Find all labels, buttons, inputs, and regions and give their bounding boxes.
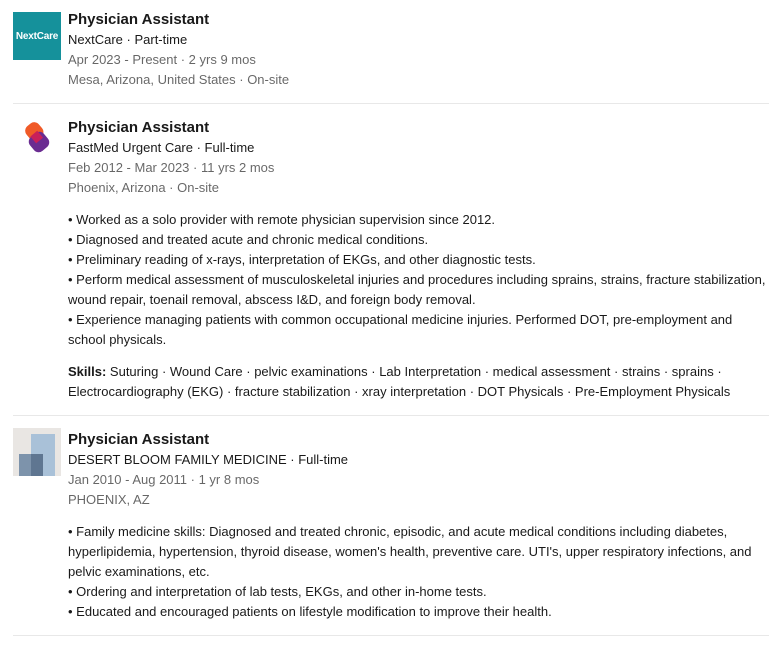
description-line: • Preliminary reading of x-rays, interpretation of EKGs, and other diagnostic tests. [68, 252, 536, 267]
experience-details [68, 430, 767, 622]
fastmed-logo-svg [13, 116, 61, 164]
job-dates: Apr 2023 - Present · 2 yrs 9 mos [68, 52, 256, 67]
job-dates: Jan 2010 - Aug 2011 · 1 yr 8 mos [68, 472, 260, 487]
description-line: • Perform medical assessment of musculoskeletal injuries and procedures including sprains, strains, fracture stabilization, wound repair, toenail removal, abscess I&D, and foreign body removal. [68, 272, 766, 307]
job-location: Mesa, Arizona, United States · On-site [68, 72, 290, 87]
building-placeholder-logo-icon[interactable] [13, 428, 61, 476]
skills-text: Suturing · Wound Care · pelvic examinations · Lab Interpretation · medical assessment · strains · sprains · Electrocardiography (EKG) · fracture stabilization · xray interpretation · DOT Physicals · Pre-Employment Physicals [68, 364, 731, 399]
description-line: • Worked as a solo provider with remote physician supervision since 2012. [68, 212, 496, 227]
description-line: • Educated and encouraged patients on lifestyle modification to improve their health. [68, 604, 552, 619]
description-line: • Diagnosed and treated acute and chronic medical conditions. [68, 232, 429, 247]
skills-label: Skills: [68, 364, 107, 379]
job-location: Phoenix, Arizona · On-site [68, 180, 220, 195]
experience-details [68, 118, 767, 402]
job-dates: Feb 2012 - Mar 2023 · 11 yrs 2 mos [68, 160, 275, 175]
company-name[interactable]: FastMed Urgent Care · Full-time [68, 140, 255, 155]
building-placeholder-svg [13, 428, 61, 476]
experience-details [68, 10, 767, 90]
description-line: • Experience managing patients with common occupational medicine injuries. Performed DOT, pre-employment and school physicals. [68, 312, 733, 347]
company-name[interactable]: NextCare · Part-time [68, 32, 188, 47]
job-description [68, 210, 767, 350]
fastmed-logo-icon[interactable] [13, 116, 61, 164]
job-title: Physician Assistant [68, 431, 210, 448]
job-title: Physician Assistant [68, 11, 210, 28]
logo-text: NextCare [15, 30, 59, 42]
divider [13, 415, 769, 416]
company-name[interactable]: DESERT BLOOM FAMILY MEDICINE · Full-time [68, 452, 349, 467]
description-line: • Family medicine skills: Diagnosed and treated chronic, episodic, and acute medical conditions including diabetes, hyperlipidemia, hypertension, thyroid disease, women's health, preventive care. UTI's, upper respiratory infections, and pelvic examinations, etc. [68, 524, 752, 579]
skills-list[interactable] [68, 362, 767, 402]
divider [13, 635, 769, 636]
divider [13, 103, 769, 104]
description-line: • Ordering and interpretation of lab tests, EKGs, and other in-home tests. [68, 584, 487, 599]
job-description [68, 522, 767, 622]
company-logo-nextcare[interactable] [13, 12, 61, 60]
job-location: PHOENIX, AZ [68, 492, 150, 507]
job-title: Physician Assistant [68, 119, 210, 136]
